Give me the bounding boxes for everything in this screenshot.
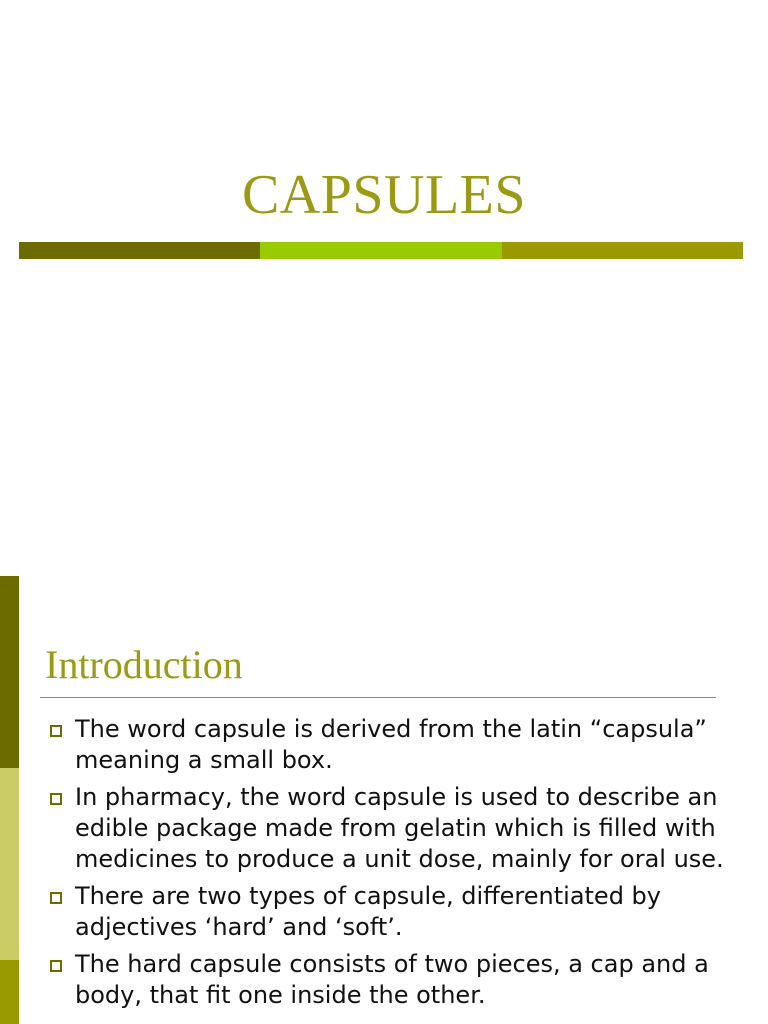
bullet-text: The word capsule is derived from the latin “capsula” meaning a small box.	[75, 715, 707, 774]
side-strip-dark-olive	[0, 576, 19, 768]
divider-segment-olive	[502, 242, 743, 259]
introduction-slide	[0, 576, 768, 1024]
divider-segment-dark-olive	[19, 242, 260, 259]
section-title: Introduction	[45, 642, 243, 687]
square-bullet-icon	[50, 725, 62, 737]
square-bullet-icon	[50, 793, 62, 805]
divider-segment-lime	[260, 242, 501, 259]
side-strip-olive	[0, 960, 19, 1024]
square-bullet-icon	[50, 892, 62, 904]
side-strip-pale-olive	[0, 768, 19, 960]
slide-title: CAPSULES	[241, 164, 527, 226]
title-divider-bar	[19, 242, 743, 259]
title-underline	[40, 697, 716, 698]
list-item	[46, 714, 736, 776]
side-color-strip	[0, 576, 19, 1024]
list-item	[46, 881, 736, 943]
bullet-list	[46, 714, 736, 1017]
bullet-text: In pharmacy, the word capsule is used to describe an edible package made from gelatin which is filled with medicines to produce a unit dose, mainly for oral use.	[75, 783, 724, 873]
list-item	[46, 949, 736, 1011]
square-bullet-icon	[50, 960, 62, 972]
bullet-text: The hard capsule consists of two pieces, a cap and a body, that fit one inside the other.	[75, 950, 709, 1009]
bullet-text: There are two types of capsule, differentiated by adjectives ‘hard’ and ‘soft’.	[75, 882, 661, 941]
list-item	[46, 782, 736, 875]
